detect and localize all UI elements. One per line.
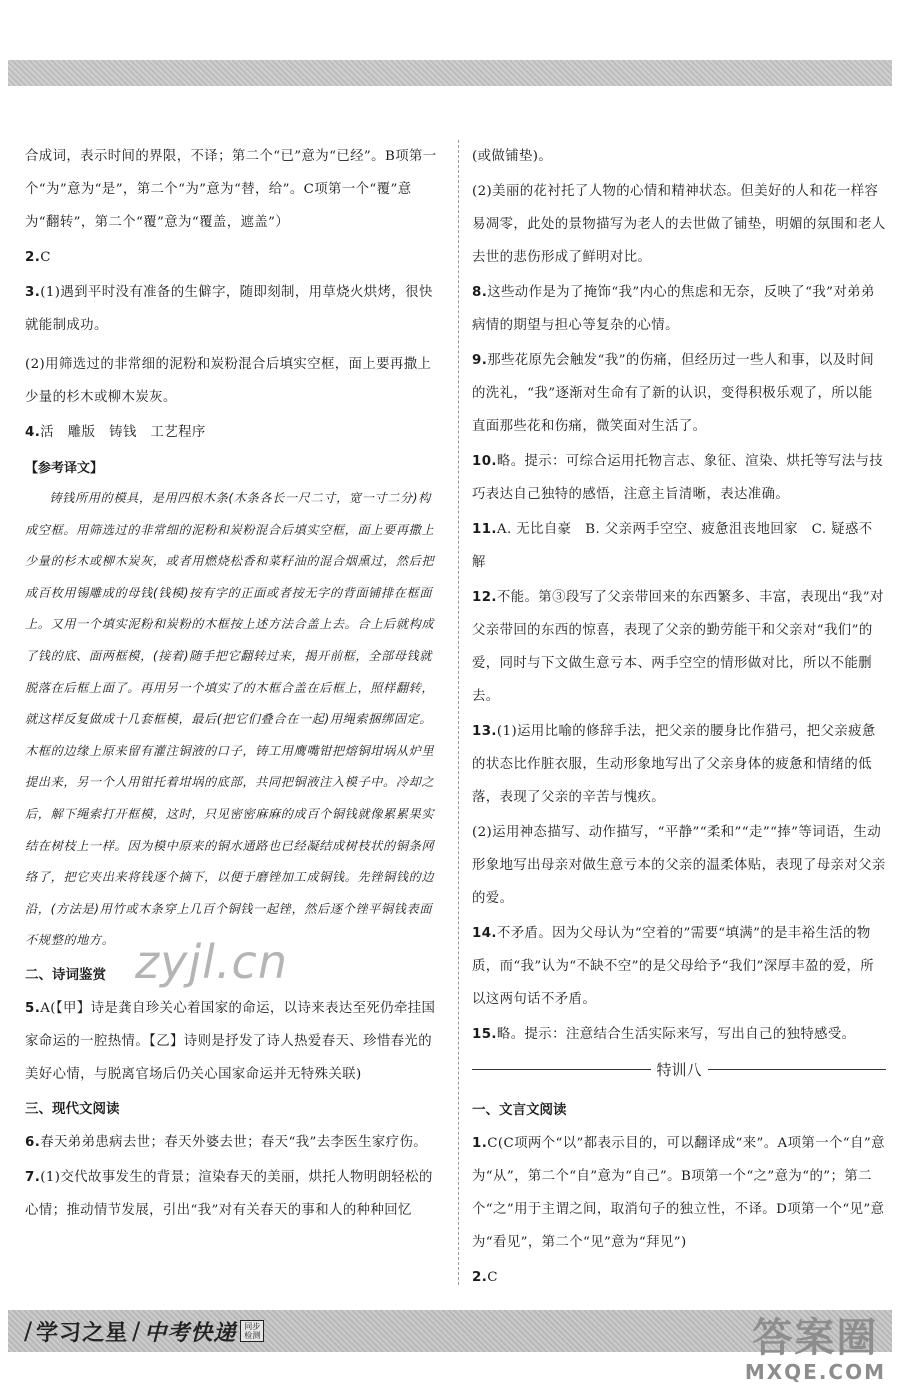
left-column [25,140,443,1229]
item-number: 13. [472,724,497,739]
item-text: (1)遇到平时没有准备的生僻字，随即刻制，用草烧火烘烤，很快就能制成功。 [25,285,433,333]
item-text: (1)运用比喻的修辞手法，把父亲的腰身比作猎弓，把父亲疲惫的状态比作脏衣服，生动形象地写出了父亲身体的疲惫和情绪的低落，表现了父亲的辛苦与愧疚。 [472,724,876,805]
slash-icon: / [24,1317,33,1345]
brand-series: 中考快递 [144,1320,237,1346]
item-text: 略。提示：注意结合生活实际来写，写出自己的独特感受。 [496,1027,856,1042]
item-text: A(【甲】诗是龚自珍关心着国家的命运，以诗来表达至死仍牵挂国家命运的一腔热情。【乙】诗则是抒发了诗人热爱春天、珍惜春光的美好心情，与脱离官场后仍关心国家命运并无特殊关联) [25,1000,436,1082]
item-text: C(C项两个“以”都表示目的，可以翻译成“来”。A项第一个“自”意为“从”，第二个“自”意为“自己”。B项第一个“之”意为“的”；第二个“之”用于主谓之间，取消句子的独立性，不译。D项第一个“见”意为“看见”，第二个“见”意为“拜见”) [472,1136,885,1250]
item-number: 3. [25,285,41,300]
item-number: 2. [25,250,41,265]
section-title: 特训八 [656,1061,702,1079]
answer-item [25,276,443,342]
continued-answer: 合成词，表示时间的界限，不译；第二个“已”意为“已经”。B项第一个“为”意为“是”，第二个“为”意为“替，给”。C项第一个“覆”意为“翻转”，第二个“覆”意为“覆盖，遮盖”） [25,149,437,230]
answer-item [472,445,886,511]
column-divider [458,140,459,1285]
item-text: C [487,1270,498,1285]
item-number: 15. [472,1027,497,1042]
answer-item [472,1261,886,1294]
watermark-logo-text: 答案圈 [752,1315,879,1361]
item-number: 5. [25,1000,41,1016]
divider-line [472,1069,651,1070]
answer-item [472,276,886,342]
item-number: 6. [25,1134,41,1150]
watermark-text: zyjl.cn [135,935,288,989]
divider-line [708,1069,887,1070]
answer-item [25,416,443,449]
item-text: 不能。第③段写了父亲带回来的东西繁多、丰富，表现出“我”对父亲带回的东西的惊喜，表现了父亲的勤劳能干和父亲对“我们”的爱，同时与下文做生意亏本、两手空空的情形做对比，所以不能删去。 [472,590,884,704]
reference-translation: 铸钱所用的模具，是用四根木条(木条各长一尺二寸，宽一寸二分)构成空框。用筛选过的非常细的泥粉和炭粉混合后填实空框，面上要再撒上少量的杉木或柳木炭灰，或者用燃烧松香和菜籽油的混合烟熏过，然后把成百枚用锡雕成的母钱(钱模)按有字的正面或者按无字的背面铺排在框面上。又用一个填实泥粉和炭粉的木框按上述方法合盖上去。合上后就构成了钱的底、面两框模，(接着)随手把它翻转过来，揭开前框，全部母钱就脱落在后框上面了。再用另一个填实了的木框合盖在后框上，照样翻转，就这样反复做成十几套框模，最后(把它们叠合在一起)用绳索捆绑固定。木框的边缘上原来留有灌注铜液的口子，铸工用鹰嘴钳把熔铜坩埚从炉里提出来，另一个人用钳托着坩埚的底部，共同把铜液注入模子中。冷却之后，解下绳索打开框模，这时，只见密密麻麻的成百个铜钱就像累累果实结在树枝上一样。因为模中原来的铜水通路也已经凝结成树枝状的铜条网络了，把它夹出来将钱逐个摘下，以便于磨锉加工成铜钱。先锉铜钱的边沿，(方法是)用竹或木条穿上几百个铜钱一起锉，然后逐个锉平铜钱表面不规整的地方。 [25,491,435,948]
brand-logo [20,1316,264,1346]
item-number: 1. [472,1136,488,1151]
section-heading: 一、文言文阅读 [472,1102,567,1118]
item-number: 2. [472,1270,488,1285]
answer-item [25,1161,443,1227]
section-divider [472,1059,886,1080]
item-number: 11. [472,522,497,537]
right-column [472,140,886,1296]
item-text: 活 雕版 铸钱 工艺程序 [40,425,206,440]
item-number: 12. [472,590,497,605]
answer-item [472,581,886,713]
section-heading: 三、现代文阅读 [25,1100,120,1117]
item-number: 4. [25,425,41,440]
item-number: 8. [472,285,488,300]
answer-item [472,917,886,1016]
answer-item [472,513,886,579]
item-text: 略。提示：可综合运用托物言志、象征、渲染、烘托等写法与技巧表达自己独特的感悟，注意主旨清晰，表达准确。 [472,454,884,502]
item-text: C [40,250,51,265]
item-text: A. 无比自豪 B. 父亲两手空空、疲惫沮丧地回家 C. 疑惑不解 [472,522,873,570]
item-text: 那些花原先会触发“我”的伤痛，但经历过一些人和事，以及时间的洗礼，“我”逐渐对生命有了新的认识，变得积极乐观了，所以能直面那些花和伤痛，微笑面对生活了。 [472,353,875,434]
item-text: (1)交代故事发生的背景；渲染春天的美丽，烘托人物明朗轻松的心情；推动情节发展，引出“我”对有关春天的事和人的种种回忆 [25,1169,433,1218]
answer-item [472,1018,886,1051]
answer-item [472,715,886,814]
answer-item [472,1127,886,1259]
answer-item [25,241,443,274]
watermark-url: MXQE.COM [744,1360,886,1384]
top-header-band [8,60,892,86]
item-text: 春天弟弟患病去世；春天外婆去世；春天“我”去李医生家疗伤。 [40,1134,428,1150]
answer-subpart: (2)用筛选过的非常细的泥粉和炭粉混合后填实空框，面上要再撒上少量的杉木或柳木炭灰。 [25,357,432,405]
answer-item [472,344,886,443]
section-heading: 二、诗词鉴赏 [25,966,106,983]
item-number: 9. [472,353,488,368]
answer-subpart: (2)运用神态描写、动作描写，“平静”“柔和”“走”“捧”等词语，生动形象地写出母亲对做生意亏本的父亲的温柔体贴，表现了母亲对父亲的爱。 [472,825,886,906]
reference-translation-label: 【参考译文】 [25,461,104,476]
item-number: 7. [25,1169,41,1185]
item-text: 不矛盾。因为父母认为“空着的”需要“填满”的是丰裕生活的物质，而“我”认为“不缺不空”的是父母给予“我们”深厚丰盈的爱，所以这两句话不矛盾。 [472,926,875,1007]
answer-item [25,1126,443,1159]
answer-subpart: (2)美丽的花衬托了人物的心情和精神状态。但美好的人和花一样容易凋零，此处的景物描写为老人的去世做了铺垫，明媚的氛围和老人去世的悲伤形成了鲜明对比。 [472,184,886,265]
answer-item [25,992,443,1091]
brand-badge: 同步检测 [240,1320,264,1342]
item-text: 这些动作是为了掩饰“我”内心的焦虑和无奈，反映了“我”对弟弟病情的期望与担心等复杂的心情。 [472,285,875,333]
continued-answer: (或做铺垫)。 [472,149,553,164]
slash-icon: / [132,1317,141,1345]
watermark-logo [745,1316,886,1384]
brand-name: 学习之星 [36,1320,129,1346]
item-number: 14. [472,926,497,941]
item-number: 10. [472,454,497,469]
